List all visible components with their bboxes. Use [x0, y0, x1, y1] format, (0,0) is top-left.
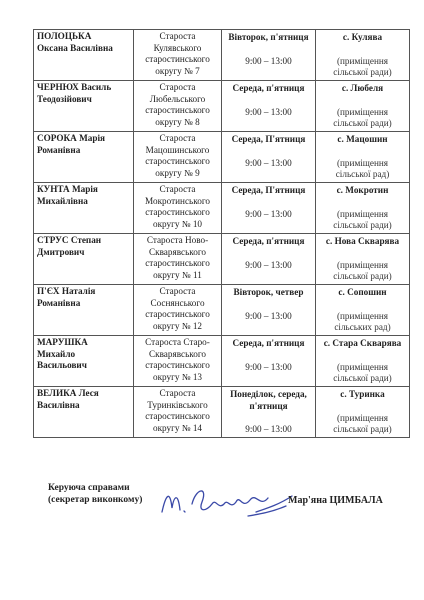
role-line: Староста Ново-	[146, 235, 209, 245]
elder-name-line: П'ЄХ Наталія	[37, 286, 96, 296]
village-name: с. Мацошин	[337, 134, 388, 144]
elder-name-cell	[34, 183, 134, 234]
premises-note	[319, 311, 406, 334]
role-line: округу № 11	[153, 269, 202, 280]
reception-time-cell	[222, 132, 316, 183]
reception-days	[225, 236, 312, 248]
reception-days-line: п'ятниця	[249, 400, 288, 411]
elder-role-cell	[134, 183, 222, 234]
reception-time-cell	[222, 285, 316, 336]
elder-role-cell	[134, 234, 222, 285]
reception-days	[225, 134, 312, 146]
elder-name-line: ВЕЛИКА Леся	[37, 388, 99, 398]
role-line: Туринківського	[147, 399, 208, 410]
signatory-name: Мар'яна ЦИМБАЛА	[288, 495, 383, 506]
reception-days-line: Середа, п'ятниця	[232, 338, 305, 348]
schedule-rows	[34, 30, 410, 438]
reception-place-cell	[316, 30, 410, 81]
premises-line: сільської ради)	[333, 373, 392, 384]
role-line: старостинського	[145, 258, 210, 269]
role-line: Староста	[159, 82, 196, 92]
reception-place-cell	[316, 234, 410, 285]
reception-place-cell	[316, 387, 410, 438]
elder-name-line: КУНТА Марія	[37, 184, 98, 194]
premises-note	[319, 413, 406, 436]
role-line: округу № 14	[152, 422, 203, 433]
reception-hours: 9:00 – 13:00	[245, 157, 292, 168]
elder-name-line: Михайлівна	[37, 195, 88, 206]
premises-note	[319, 209, 406, 232]
premises-line: сільської ради)	[333, 67, 392, 78]
village-name: с. Кулява	[342, 32, 383, 42]
elder-role-cell	[134, 387, 222, 438]
role-line: округу № 12	[152, 320, 203, 331]
reception-place-cell	[316, 285, 410, 336]
role-line: Мацошинського	[145, 144, 210, 155]
reception-time-cell	[222, 183, 316, 234]
role-line: старостинського	[145, 105, 210, 116]
premises-line: сільської ради)	[333, 271, 392, 282]
reception-days	[225, 389, 312, 412]
reception-time-cell	[222, 234, 316, 285]
role-line: округу № 10	[152, 218, 203, 229]
table-row	[34, 183, 410, 234]
elder-name-line: МАРУШКА	[37, 337, 88, 347]
role-line: Любельського	[149, 93, 206, 104]
role-line: округу № 13	[152, 371, 203, 382]
premises-line: сільської рад)	[335, 169, 390, 180]
village-name: с. Сопошин	[338, 287, 387, 297]
premises-line: сільської ради)	[333, 424, 392, 435]
premises-line: сільської ради)	[333, 220, 392, 231]
reception-time-cell	[222, 336, 316, 387]
reception-hours: 9:00 – 13:00	[245, 259, 292, 270]
elder-name-line: Васильович	[37, 360, 87, 371]
village-name: с. Мокротин	[336, 185, 389, 195]
elder-name-line: Теодозійович	[37, 93, 92, 104]
elder-name-line: СОРОКА Марія	[37, 133, 105, 143]
elder-role-cell	[134, 285, 222, 336]
role-line: Мокротинського	[145, 195, 210, 206]
elder-name-cell	[34, 132, 134, 183]
role-line: старостинського	[145, 207, 210, 218]
reception-days-line: Вівторок, четвер	[233, 287, 304, 297]
elder-name-line: ЧЕРНЮХ Василь	[37, 82, 112, 92]
premises-line: (приміщення	[336, 412, 389, 423]
premises-note	[319, 107, 406, 130]
reception-days-line: Середа, П'ятниця	[231, 185, 306, 195]
table-row	[34, 132, 410, 183]
reception-time-cell	[222, 81, 316, 132]
role-line: старостинського	[145, 156, 210, 167]
premises-line: (приміщення	[336, 361, 389, 372]
village-name: с. Туринка	[340, 389, 385, 399]
reception-hours: 9:00 – 13:00	[245, 424, 292, 435]
reception-days	[225, 338, 312, 350]
reception-days	[225, 83, 312, 95]
elder-name-line: ПОЛОЦЬКА	[37, 31, 92, 41]
role-line: Кулявського	[153, 42, 202, 53]
table-row	[34, 81, 410, 132]
position-line: Керуюча справами	[48, 483, 130, 493]
reception-time-cell	[222, 30, 316, 81]
village-name: с. Нова Скварява	[325, 236, 400, 246]
elder-name-cell	[34, 81, 134, 132]
elder-name-line: СТРУС Степан	[37, 235, 102, 245]
elder-role-cell	[134, 81, 222, 132]
reception-days-line: Середа, П'ятниця	[231, 134, 306, 144]
role-line: округу № 9	[155, 167, 200, 178]
role-line: Скварявського	[149, 348, 206, 359]
premises-line: (приміщення	[336, 208, 389, 219]
table-row	[34, 285, 410, 336]
reception-days-line: Понеділок, середа,	[230, 389, 307, 399]
role-line: старостинського	[145, 54, 210, 65]
reception-time-cell	[222, 387, 316, 438]
role-line: Скварявського	[149, 246, 206, 257]
elder-name-line: Василівна	[37, 399, 80, 410]
role-line: Староста	[159, 388, 196, 398]
role-line: старостинського	[145, 309, 210, 320]
elder-name-cell	[34, 285, 134, 336]
schedule-table	[33, 29, 410, 438]
table-row	[34, 387, 410, 438]
elder-name-line: Оксана Василівна	[37, 42, 113, 53]
elder-role-cell	[134, 336, 222, 387]
role-line: Староста	[159, 133, 196, 143]
reception-hours: 9:00 – 13:00	[245, 106, 292, 117]
village-name: с. Стара Скварява	[323, 338, 402, 348]
role-line: Староста	[159, 31, 196, 41]
reception-days-line: Вівторок, п'ятниця	[228, 32, 309, 42]
reception-hours: 9:00 – 13:00	[245, 208, 292, 219]
role-line: Староста Старо-	[145, 337, 210, 347]
elder-name-line: Романівна	[37, 297, 81, 308]
premises-line: (приміщення	[336, 157, 389, 168]
elder-name-line: Михайло	[37, 348, 76, 359]
reception-place-cell	[316, 183, 410, 234]
premises-note	[319, 158, 406, 181]
premises-line: (приміщення	[336, 259, 389, 270]
position-line: (секретар виконкому)	[48, 495, 143, 505]
role-line: старостинського	[145, 360, 210, 371]
table-row	[34, 30, 410, 81]
reception-hours: 9:00 – 13:00	[245, 310, 292, 321]
reception-hours: 9:00 – 13:00	[245, 361, 292, 372]
premises-line: сільських рад)	[334, 322, 391, 333]
table-row	[34, 336, 410, 387]
elder-name-line: Романівна	[37, 144, 81, 155]
village-name: с. Любеля	[341, 83, 384, 93]
table-row	[34, 234, 410, 285]
elder-name-line: Дмитрович	[37, 246, 85, 257]
role-line: старостинського	[145, 411, 210, 422]
elder-name-cell	[34, 387, 134, 438]
reception-place-cell	[316, 81, 410, 132]
premises-line: (приміщення	[336, 310, 389, 321]
elder-role-cell	[134, 30, 222, 81]
reception-days	[225, 185, 312, 197]
premises-note	[319, 56, 406, 79]
premises-line: сільської ради)	[333, 118, 392, 129]
elder-name-cell	[34, 30, 134, 81]
reception-days	[225, 287, 312, 299]
premises-note	[319, 362, 406, 385]
handwritten-signature	[156, 482, 296, 522]
signatory-position	[48, 482, 142, 506]
premises-line: (приміщення	[336, 55, 389, 66]
elder-role-cell	[134, 132, 222, 183]
reception-days-line: Середа, п'ятниця	[232, 83, 305, 93]
role-line: Староста	[159, 286, 196, 296]
role-line: Староста	[159, 184, 196, 194]
premises-note	[319, 260, 406, 283]
reception-place-cell	[316, 336, 410, 387]
elder-name-cell	[34, 336, 134, 387]
role-line: Соснянського	[150, 297, 205, 308]
signature-block	[48, 482, 388, 522]
reception-days	[225, 32, 312, 44]
premises-line: (приміщення	[336, 106, 389, 117]
role-line: округу № 8	[155, 116, 200, 127]
reception-place-cell	[316, 132, 410, 183]
role-line: округу № 7	[155, 65, 200, 76]
elder-name-cell	[34, 234, 134, 285]
reception-days-line: Середа, п'ятниця	[232, 236, 305, 246]
reception-hours: 9:00 – 13:00	[245, 55, 292, 66]
